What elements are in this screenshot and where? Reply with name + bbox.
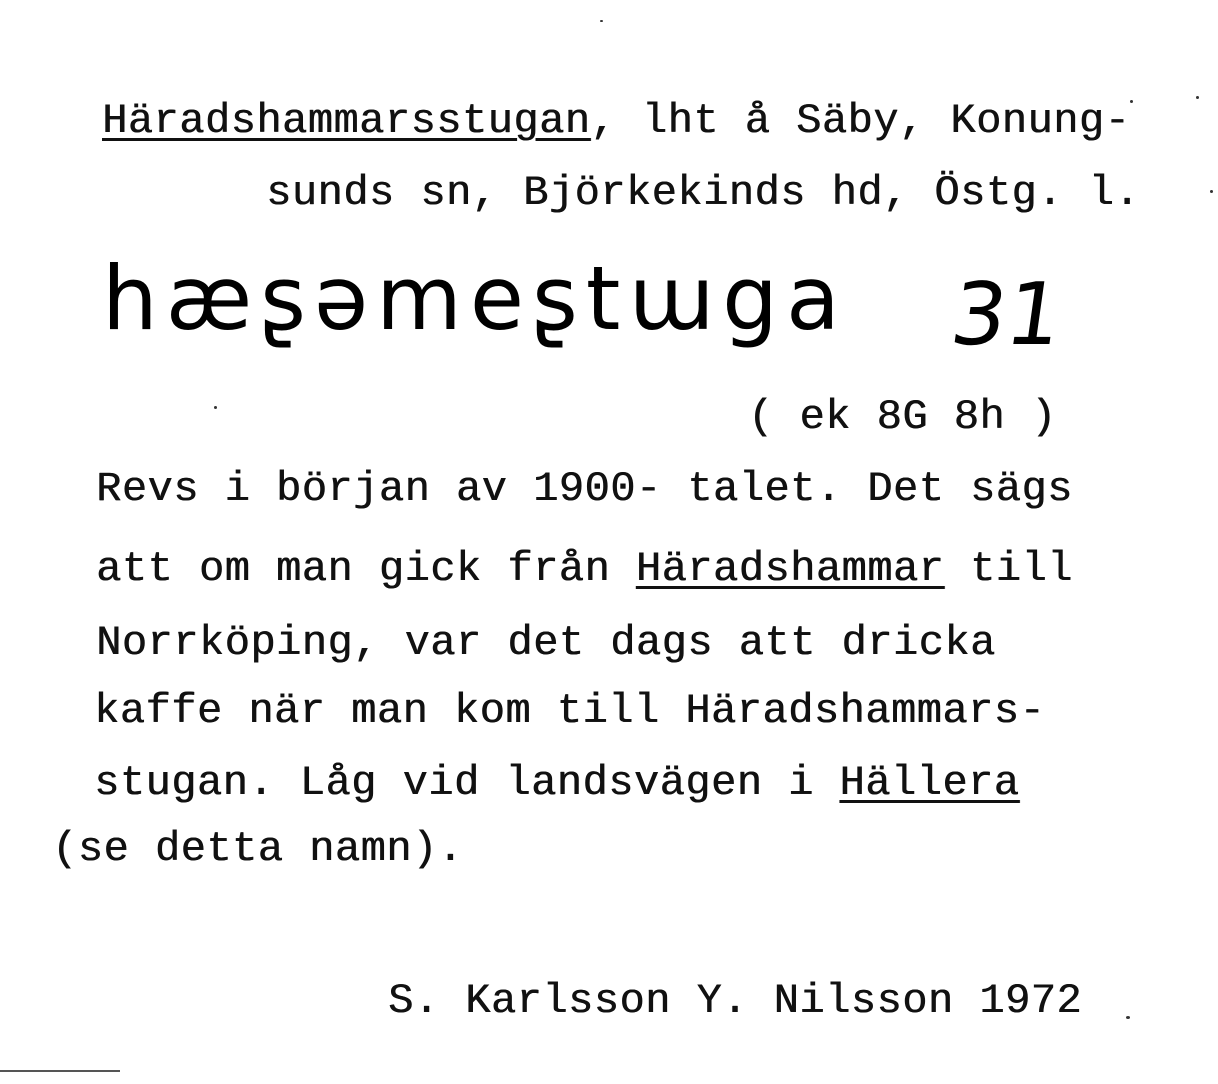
- body-line-6: (se detta namn).: [52, 825, 464, 873]
- body-line-2: [96, 545, 1073, 593]
- place-name: Häradshammarsstugan: [102, 97, 591, 145]
- reference-code: ( ek 8G 8h ): [748, 393, 1057, 441]
- scan-speck: [214, 406, 217, 409]
- scan-speck: [600, 20, 603, 22]
- body-place-link: Häradshammar: [635, 545, 945, 593]
- scan-speck: [1196, 96, 1199, 99]
- body-place-hallera: Hällera: [839, 759, 1020, 807]
- body-line-1: Revs i början av 1900- talet. Det sägs: [96, 465, 1073, 513]
- entry-number: 31: [944, 265, 1069, 365]
- signature: S. Karlsson Y. Nilsson 1972: [388, 977, 1083, 1025]
- body-line-2-end: till: [944, 545, 1073, 593]
- body-line-5-start: stugan. Låg vid landsvägen i: [94, 759, 840, 807]
- scan-speck: [1126, 1016, 1130, 1019]
- body-line-5: [94, 759, 1020, 807]
- heading-line-2: sunds sn, Björkekinds hd, Östg. l.: [266, 169, 1140, 217]
- body-line-3: Norrköping, var det dags att dricka: [96, 619, 996, 667]
- scan-speck: [1130, 100, 1133, 103]
- body-line-4: kaffe när man kom till Häradshammars-: [94, 687, 1046, 735]
- heading-location: , lht å Säby, Konung-: [590, 97, 1131, 145]
- phonetic-transcription: hæʂəmeʂtɯga: [102, 247, 848, 350]
- scan-speck: [1210, 190, 1213, 193]
- scan-edge-line: [0, 1070, 120, 1072]
- body-line-2-start: att om man gick från: [96, 545, 636, 593]
- heading-line-1: [102, 97, 1131, 145]
